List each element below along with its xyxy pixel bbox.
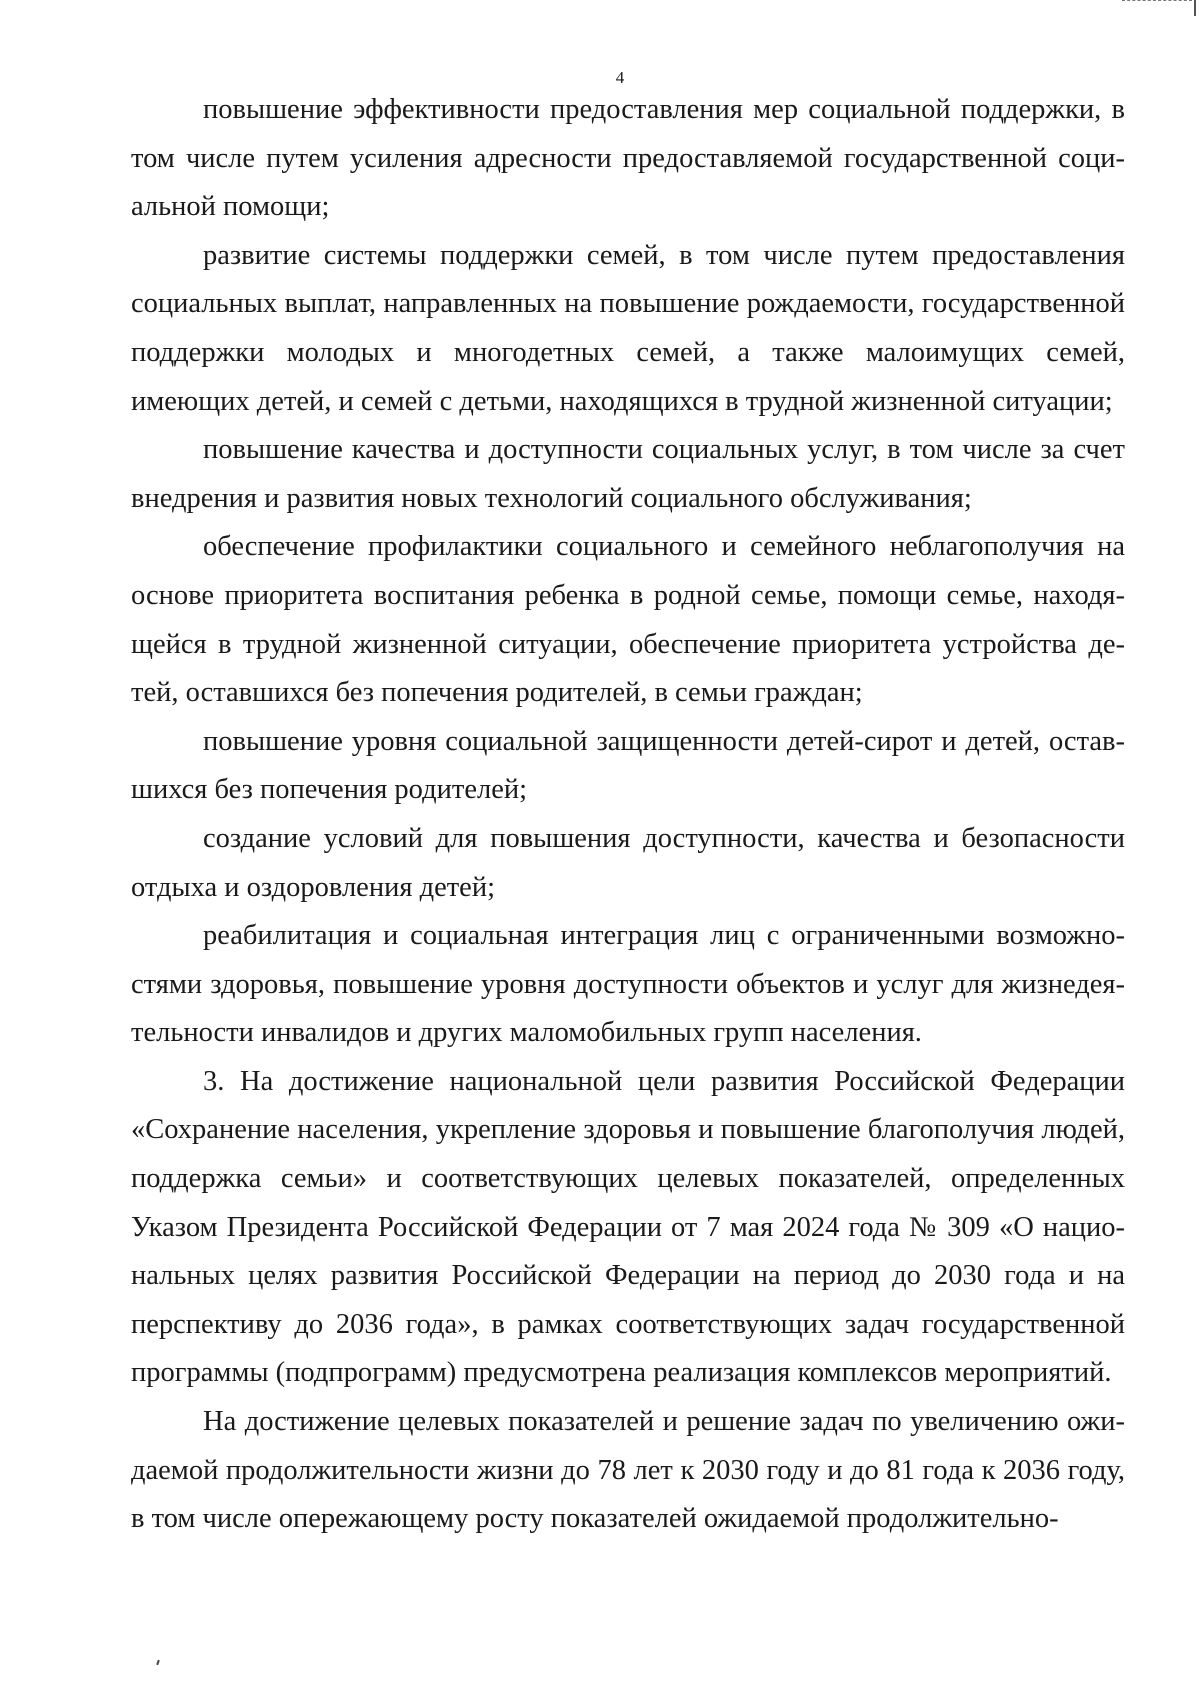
paragraph-family-support: развитие системы поддержки семей, в том числе путем предоставления социальных выплат, направленных на повышение рождаемости, государственной поддержки молодых и многодетных семей, а также малоимущих семей, имеющих детей, и семей с детьми, находящихся в трудной жизненной ситуации;	[131, 239, 1125, 417]
scan-speck	[156, 1660, 160, 1665]
paragraph-life-expectancy: На достижение целевых показателей и решение задач по увеличению ожидаемой продолжительности жизни до 78 лет к 2030 году и до 81 года к 2036 году, в том числе опережающему росту показателей ожидаемой продолжительно-	[131, 1406, 1125, 1535]
paragraph-orphans-protection: повышение уровня социальной защищенности детей-сирот и детей, оставшихся без попечения родителей;	[131, 725, 1125, 806]
page-number: 4	[615, 68, 625, 87]
scan-edge-mark	[1122, 0, 1192, 5]
document-body	[131, 86, 1125, 1544]
paragraph-family-trouble-prevention: обеспечение профилактики социального и семейного неблагополучия на основе приоритета воспитания ребенка в родной семье, помощи семье, находящейся в трудной жизненной ситуации, обеспечение приоритета устройства детей, оставшихся без попечения родителей, в семьи граждан;	[131, 531, 1125, 709]
paragraph-social-support-efficiency: повышение эффективности предоставления мер социальной поддержки, в том числе путем усиления адресности предоставляемой государственной социальной помощи;	[131, 94, 1125, 223]
paragraph-disability-rehabilitation: реабилитация и социальная интеграция лиц с ограниченными возможностями здоровья, повышение уровня доступности объектов и услуг для жизнедеятельности инвалидов и других маломобильных групп населения.	[131, 920, 1125, 1049]
paragraph-social-services-quality: повышение качества и доступности социальных услуг, в том числе за счет внедрения и развития новых технологий социального обслуживания;	[131, 434, 1125, 514]
paragraph-national-goal: 3. На достижение национальной цели развития Российской Федерации «Сохранение населения, укрепление здоровья и повышение благополучия людей, поддержка семьи» и соответствующих целевых показателей, определенных Указом Президента Российской Федерации от 7 мая 2024 года № 309 «О национальных целях развития Российской Федерации на период до 2030 года и на перспективу до 2036 года», в рамках соответствующих задач государственной программы (подпрограмм) предусмотрена реализация комплексов мероприятий.	[131, 1065, 1125, 1389]
paragraph-children-recreation: создание условий для повышения доступности, качества и безопасности отдыха и оздоровления детей;	[131, 822, 1125, 903]
scan-edge-tick	[1194, 0, 1196, 16]
